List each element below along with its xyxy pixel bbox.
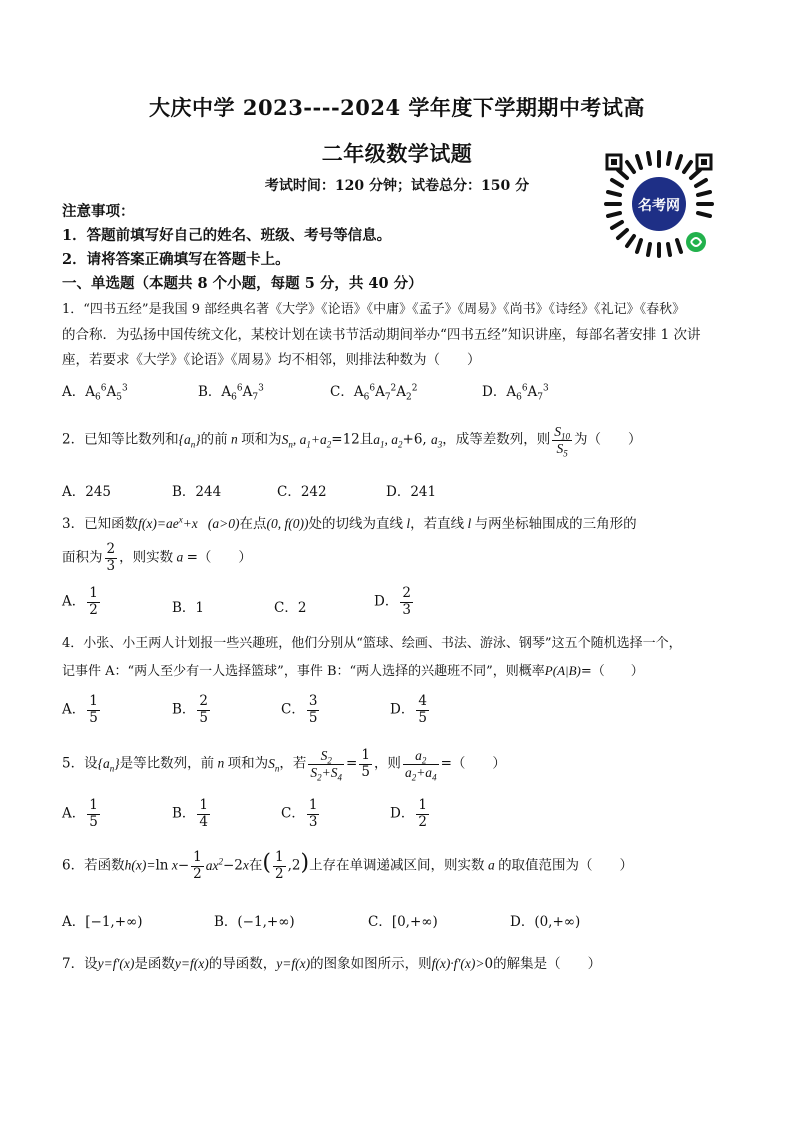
q1-line2: 的合称．为弘扬中国传统文化，某校计划在读书节活动期间举办“四书五经”知识讲座，每部名著安排 1 次讲 bbox=[62, 327, 701, 343]
q2-option-a: A．245 bbox=[62, 484, 112, 500]
q3-stem-line1: 3．已知函数$f(x)=ae^x+x$ (a>0)在点(0, f(0))处的切线为直线 l，若直线 l 与两坐标轴围成的三角形的 bbox=[62, 514, 637, 532]
q5-option-b: B． $\frac{1}{4}$ bbox=[172, 797, 209, 830]
q6-option-d: D．(0,+∞) bbox=[510, 914, 581, 930]
qr-brand-label: 名考网 bbox=[638, 198, 680, 214]
q2-option-b: B．244 bbox=[172, 484, 222, 500]
q4-option-c: C． $\frac{3}{5}$ bbox=[281, 693, 318, 726]
q7-stem: 7．设y=f′(x)是函数y=f(x)的导函数，y=f(x)的图象如图所示，则f(x)·f′(x)>0的解集是（ ） bbox=[62, 956, 602, 972]
notes-item-1: 1．答题前填写好自己的姓名、班级、考号等信息。 bbox=[62, 227, 392, 244]
q2-options bbox=[62, 480, 762, 508]
q4-option-b: B． $\frac{2}{5}$ bbox=[172, 693, 209, 726]
q1-line3: 座，若要求《大学》《论语》《周易》均不相邻，则排法种数为（ ） bbox=[62, 352, 481, 368]
q5-options bbox=[62, 797, 762, 830]
q6-options bbox=[62, 910, 762, 938]
q4-line1: 4．小张、小王两人计划报一些兴趣班，他们分别从“篮球、绘画、书法、游泳、钢琴”这五个随机选择一个， bbox=[62, 636, 682, 651]
q5-option-a: A． $\frac{1}{5}$ bbox=[62, 797, 98, 830]
q6-option-b: B．(−1,+∞) bbox=[214, 914, 295, 930]
qr-code-icon bbox=[598, 146, 720, 268]
section-heading: 一、单选题（本题共 8 个小题，每题 5 分，共 40 分） bbox=[62, 275, 423, 292]
q5-option-c: C． $\frac{1}{3}$ bbox=[281, 797, 318, 830]
q3-option-d: D． $\frac{2}{3}$ bbox=[374, 585, 411, 618]
q6-stem: 6．若函数h(x)=ln x− $\frac{1}{2}$ $ax^2-2x$在( $\frac{1}{2}$ ,2)上存在单调递减区间，则实数 a 的取值范围为（ ） bbox=[62, 849, 634, 882]
q1-option-c: C．$A_6^6A_7^2A_2^2$ bbox=[330, 383, 418, 403]
q1-option-b: B．$A_6^6A_7^3$ bbox=[198, 383, 264, 403]
q2-option-d: D．241 bbox=[386, 484, 437, 500]
q2-stem: 2．已知等比数列和$\{a_n\}$的前 n 项和为$S_n$, $a_1+a_2=12$且$a_1$, $a_2+6$, $a_3$，成等差数列，则 $\frac{S_{10}}{S_5}$ 为（ ） bbox=[62, 424, 642, 459]
q4-line2: 记事件 A：“两人至少有一人选择篮球”，事件 B：“两人选择的兴趣班不同”，则概率P(A|B)=（ ） bbox=[62, 663, 644, 679]
q5-option-d: D． $\frac{1}{2}$ bbox=[390, 797, 427, 830]
q6-option-a: A．[−1,+∞) bbox=[62, 914, 143, 930]
notes-item-2: 2．请将答案正确填写在答题卡上。 bbox=[62, 251, 290, 268]
q4-options bbox=[62, 693, 762, 726]
q6-option-c: C．[0,+∞) bbox=[368, 914, 438, 930]
q3-option-a: A． $\frac{1}{2}$ bbox=[62, 585, 98, 618]
q4-option-d: D． $\frac{4}{5}$ bbox=[390, 693, 427, 726]
q5-stem: 5．设$\{a_n\}$是等比数列，前 n 项和为$S_n$，若 $\frac{S_2}{S_2+S_4}$ = $\frac{1}{5}$ ，则 $\frac{a_2}{a_2+a_4}$ =（ ） bbox=[62, 747, 506, 783]
exam-title-line1: 大庆中学 2023----2024 学年度下学期期中考试高 bbox=[149, 95, 645, 120]
q1-line1: 1．“四书五经”是我国 9 部经典名著《大学》《论语》《中庸》《孟子》《周易》《尚书》《诗经》《礼记》《春秋》 bbox=[62, 302, 686, 317]
q3-option-c: C．2 bbox=[274, 600, 307, 616]
exam-title-line2: 二年级数学试题 bbox=[321, 141, 473, 166]
q3-options bbox=[62, 585, 762, 618]
exam-info: 考试时间：120 分钟；试卷总分：150 分 bbox=[264, 178, 530, 194]
q3-stem-line2: 面积为 $\frac{2}{3}$ ，则实数 a =（ ） bbox=[62, 541, 252, 574]
q3-option-b: B．1 bbox=[172, 600, 205, 616]
notes-heading: 注意事项： bbox=[62, 203, 135, 220]
q1-option-a: A．$A_6^6A_5^3$ bbox=[62, 383, 128, 403]
q1-option-d: D．$A_6^6A_7^3$ bbox=[482, 383, 549, 403]
q4-option-a: A． $\frac{1}{5}$ bbox=[62, 693, 98, 726]
q1-options bbox=[62, 380, 762, 408]
q2-option-c: C．242 bbox=[277, 484, 327, 500]
